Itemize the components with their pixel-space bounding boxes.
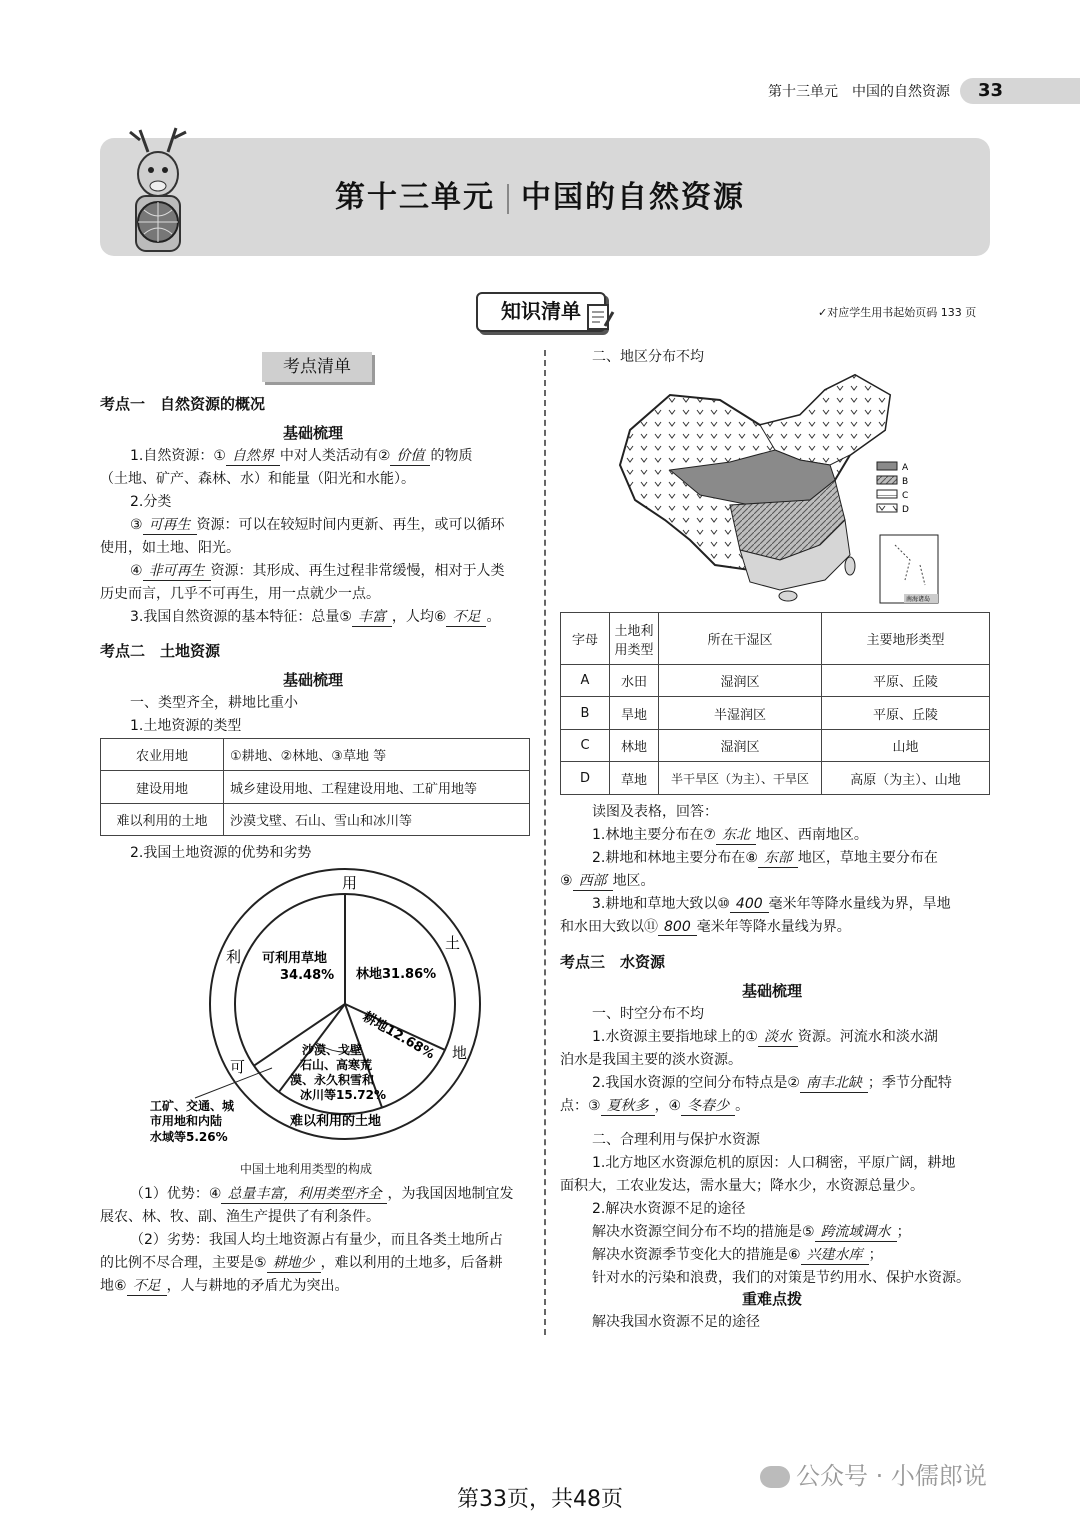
ring-label-li: 利 [226, 948, 242, 966]
region-table [560, 612, 990, 795]
china-land-use-map [610, 370, 945, 605]
map-hainan [779, 591, 797, 601]
topic2-line4: （1）优势：④ 总量丰富，利用类型齐全 ，为我国因地制宜发 [130, 1183, 513, 1204]
table-row: C 林地 湿润区 山地 [561, 730, 990, 762]
topic1-line8: 3.我国自然资源的基本特征：总量⑤ 丰富 ，人均⑥ 不足 。 [130, 606, 500, 627]
region-q2-cont: ⑨ 西部 地区。 [560, 870, 655, 891]
water-line2: 1.水资源主要指地球上的① 淡水 资源。河流水和淡水湖 [592, 1026, 938, 1047]
farm-label: 耕地12.68% [360, 1009, 437, 1063]
topic2-line5: 展农、林、牧、副、渔生产提供了有利条件。 [100, 1209, 380, 1225]
topic1-title: 考点一 自然资源的概况 [100, 395, 266, 413]
topic2-line7: 的比例不尽合理，主要是⑤ 耕地少 ，难以利用的土地多，后备耕 [100, 1252, 503, 1273]
ring-label-ke: 可 [230, 1058, 246, 1076]
urban-label-2: 市用地和内陆 [150, 1114, 223, 1128]
topic1-line6: ④ 非可再生 资源：其形成、再生过程非常缓慢，相对于人类 [130, 560, 505, 581]
table-row: D 草地 半干旱区（为主）、干旱区 高原（为主）、山地 [561, 762, 990, 795]
region-q1: 1.林地主要分布在⑦ 东北 地区、西南地区。 [592, 824, 868, 845]
svg-text:B: B [902, 477, 909, 487]
topic1-line2: （土地、矿产、森林、水）和能量（阳光和水能）。 [100, 471, 415, 487]
topic2-line3: 2.我国土地资源的优势和劣势 [130, 845, 312, 861]
unit-topic: 中国的自然资源 [521, 180, 745, 215]
water-line5: 点：③ 夏秋多 ，④ 冬春少 。 [560, 1095, 749, 1116]
water-line1: 一、时空分布不均 [592, 1006, 704, 1022]
unit-title [0, 172, 1080, 216]
notebook-icon [585, 302, 615, 332]
grass-label-1: 可利用草地 [262, 951, 328, 966]
desert-label-1: 沙漠、戈壁 [302, 1043, 363, 1057]
water-line8: 面积大，工农业发达，需水量大；降水少，水资源总量少。 [560, 1178, 924, 1194]
pie-caption: 中国土地利用类型的构成 [240, 1162, 373, 1176]
land-type-table [100, 738, 530, 836]
region-q3-cont: 和水田大致以⑪ 800 毫米年等降水量线为界。 [560, 919, 851, 935]
topic1-line3: 2.分类 [130, 494, 172, 510]
key-difficulty-title: 重难点拨 [742, 1290, 803, 1308]
table-row: 建设用地 城乡建设用地、工程建设用地、工矿用地等 [101, 771, 530, 804]
grass-label-2: 34.48% [280, 968, 335, 983]
topic2-subtitle: 基础梳理 [283, 671, 344, 689]
desert-label-3: 漠、永久积雪和 [290, 1073, 375, 1087]
forest-label: 林地31.86% [356, 967, 437, 982]
topic3-title: 考点三 水资源 [560, 953, 666, 971]
ring-label-di: 地 [452, 1044, 468, 1062]
topic2-line8: 地⑥ 不足 ，人与耕地的矛盾尤为突出。 [100, 1275, 349, 1296]
topic1-line7: 历史而言，几乎不可再生，用一点就少一点。 [100, 586, 380, 602]
svg-text:D: D [902, 505, 909, 515]
svg-text:A: A [902, 463, 909, 473]
page-footer: 第33页，共48页 [457, 1487, 623, 1512]
water-line12: 针对水的污染和浪费，我们的对策是节约用水、保护水资源。 [592, 1270, 970, 1286]
table-row: A 水田 湿润区 平原、丘陵 [561, 665, 990, 697]
table-row: 难以利用的土地 沙漠戈壁、石山、雪山和冰川等 [101, 804, 530, 836]
topic2-title: 考点二 土地资源 [100, 642, 221, 660]
section-badge: 知识清单 [476, 292, 606, 332]
key-points-title: 考点清单 [262, 352, 372, 382]
topic2-line2: 1.土地资源的类型 [130, 718, 242, 734]
hard-land-label: 难以利用的土地 [290, 1114, 382, 1129]
water-line7: 1.北方地区水资源危机的原因：人口稠密，平原广阔，耕地 [592, 1155, 956, 1171]
topic1-line5: 使用，如土地、阳光。 [100, 540, 240, 556]
watermark: 公众号 · 小儒郎说 [760, 1456, 987, 1491]
ring-label-tu: 土 [445, 934, 461, 952]
south-china-sea-inset [880, 535, 938, 603]
urban-label-3: 水域等5.26% [150, 1130, 228, 1144]
svg-text:C: C [902, 491, 909, 501]
topic1-subtitle: 基础梳理 [283, 424, 344, 442]
urban-label-1: 工矿、交通、城 [150, 1099, 235, 1113]
header-page-number: 33 [960, 78, 1080, 104]
inset-label: 南海诸岛 [906, 596, 931, 603]
running-header [768, 78, 1080, 104]
topic3-subtitle: 基础梳理 [742, 982, 803, 1000]
water-line6: 二、合理利用与保护水资源 [592, 1132, 760, 1148]
water-line9: 2.解决水资源不足的途径 [592, 1201, 746, 1217]
water-line13: 解决我国水资源不足的途径 [592, 1314, 760, 1330]
topic2-line1: 一、类型齐全，耕地比重小 [130, 695, 298, 711]
region-heading: 二、地区分布不均 [592, 349, 704, 365]
topic2-line6: （2）劣势：我国人均土地资源占有量少，而且各类土地所占 [130, 1232, 503, 1248]
region-q-intro: 读图及表格，回答： [592, 804, 718, 820]
water-line3: 泊水是我国主要的淡水资源。 [560, 1052, 742, 1068]
map-legend [877, 462, 909, 515]
map-taiwan [845, 557, 855, 575]
table-row: 农业用地 ①耕地、②林地、③草地 等 [101, 739, 530, 771]
table-row: B 旱地 半湿润区 平原、丘陵 [561, 697, 990, 730]
header-unit-title: 第十三单元 中国的自然资源 [768, 84, 950, 100]
ring-label-yong: 用 [342, 874, 358, 892]
topic1-line4: ③ 可再生 资源：可以在较短时间内更新、再生，或可以循环 [130, 514, 505, 535]
topic1-line1: 1.自然资源：① 自然界 中对人类活动有② 价值 的物质 [130, 445, 472, 466]
region-q3: 3.耕地和草地大致以⑩ 400 毫米年等降水量线为界，旱地 [592, 896, 951, 912]
page-reference-note: ✓对应学生用书起始页码 133 页 [818, 306, 977, 319]
water-line10: 解决水资源空间分布不均的措施是⑤ 跨流域调水 ； [592, 1221, 911, 1242]
region-q2: 2.耕地和林地主要分布在⑧ 东部 地区，草地主要分布在 [592, 847, 938, 868]
desert-label-2: 石山、高寒荒 [300, 1058, 373, 1072]
water-line4: 2.我国水资源的空间分布特点是② 南丰北缺 ；季节分配特 [592, 1072, 952, 1093]
desert-label-4: 冰川等15.72% [300, 1088, 386, 1102]
table-header-row: 字母 土地利用类型 所在干湿区 主要地形类型 [561, 613, 990, 665]
unit-number: 第十三单元 [335, 180, 495, 215]
check-icon: ✓ [818, 306, 828, 319]
land-use-pie-chart [140, 866, 500, 1166]
water-line11: 解决水资源季节变化大的措施是⑥ 兴建水库 ； [592, 1244, 883, 1265]
column-divider [544, 350, 546, 1335]
